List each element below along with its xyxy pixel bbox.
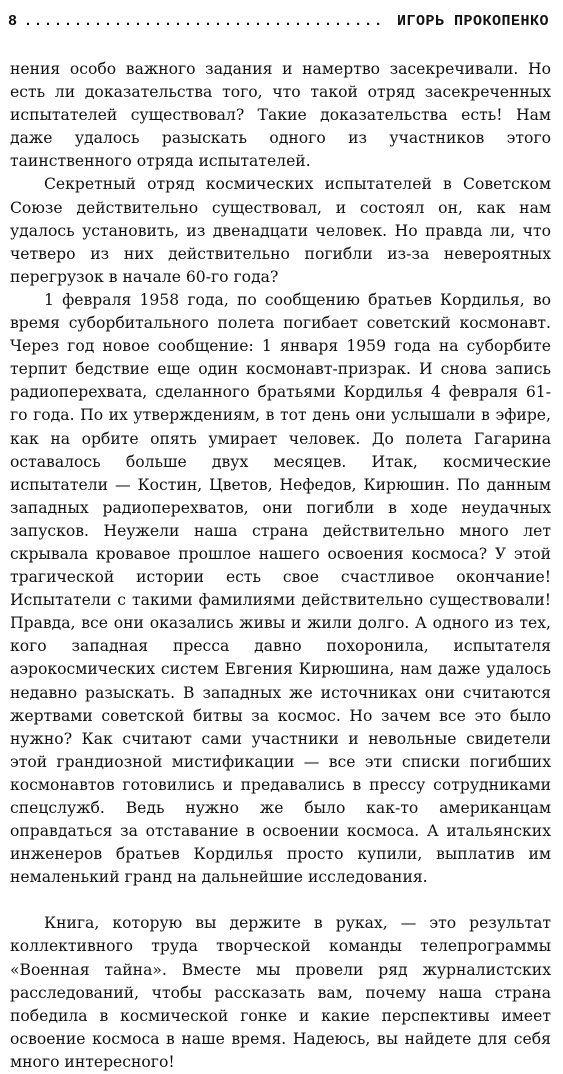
dot-leader: .................................... [23, 13, 384, 30]
paragraph: 1 февраля 1958 года, по сообщению братьев Кордилья, во время суборбитального полета погибает советский космонавт. Через год новое сообщение: 1 января 1959 года на суборбите терпит бедствие еще один космонавт-призрак. И снова запись радиоперехвата, сделанного братьями Кордилья 4 февраля 61-го года. По их утверждениям, в тот день они услышали в эфире, как на орбите опять умирает человек. До полета Гагарина оставалось больше двух месяцев. Итак, космические испытатели — Костин, Цветов, Нефедов, Кирюшин. По данным западных радиоперехватов, они погибли в ходе неудачных запусков. Неужели наша страна действительно много лет скрывала кровавое прошлое нашего освоения космоса? У этой трагической истории есть свое счастливое окончание! Испытатели с такими фамилиями действительно существовали! Правда, все они оказались живы и жили долго. А одного из тех, кого западная пресса давно похоронила, испытателя аэрокосмических систем Евгения Кирюшина, нам даже удалось недавно разыскать. В западных же источниках они считаются жертвами советской битвы за космос. Но зачем все это было нужно? Как считают сами участники и невольные свидетели этой грандиозной мистификации — все эти списки погибших космонавтов готовились и предавались в прессу сотрудниками спецслужб. Ведь нужно же было как-то американцам оправдаться за отставание в освоении космоса. А итальянских инженеров братьев Кордилья просто купили, выплатив им немаленький гранд на дальнейшие исследования. [10, 290, 551, 887]
paragraph: Секретный отряд космических испытателей в Советском Союзе действительно существовал, и состоял он, как нам удалось установить, из двенадцати человек. Но правда ли, что четверо из них действительно погибли из-за невероятных перегрузок в начале 60-го года? [10, 175, 551, 286]
page-body [10, 58, 551, 1074]
paragraph-closing: Книга, которую вы держите в руках, — это результат коллективного труда творческой команды телепрограммы «Военная тайна». Вместе мы провели ряд журналистских расследований, чтобы рассказать вам, почему наша страна победила в космической гонке и какие перспективы имеет освоение космоса в наше время. Надеюсь, вы найдете для себя много интересного! [10, 914, 551, 1071]
paragraph-continued: нения особо важного задания и намертво засекречивали. Но есть ли доказательства того, что такой отряд засекреченных испытателей существовал? Такие доказательства есть! Нам даже удалось разыскать одного из участников этого таинственного отряда испытателей. [10, 60, 551, 171]
running-title: ИГОРЬ ПРОКОПЕНКО [396, 13, 549, 30]
running-header [8, 8, 549, 30]
page-number: 8 [8, 13, 18, 30]
